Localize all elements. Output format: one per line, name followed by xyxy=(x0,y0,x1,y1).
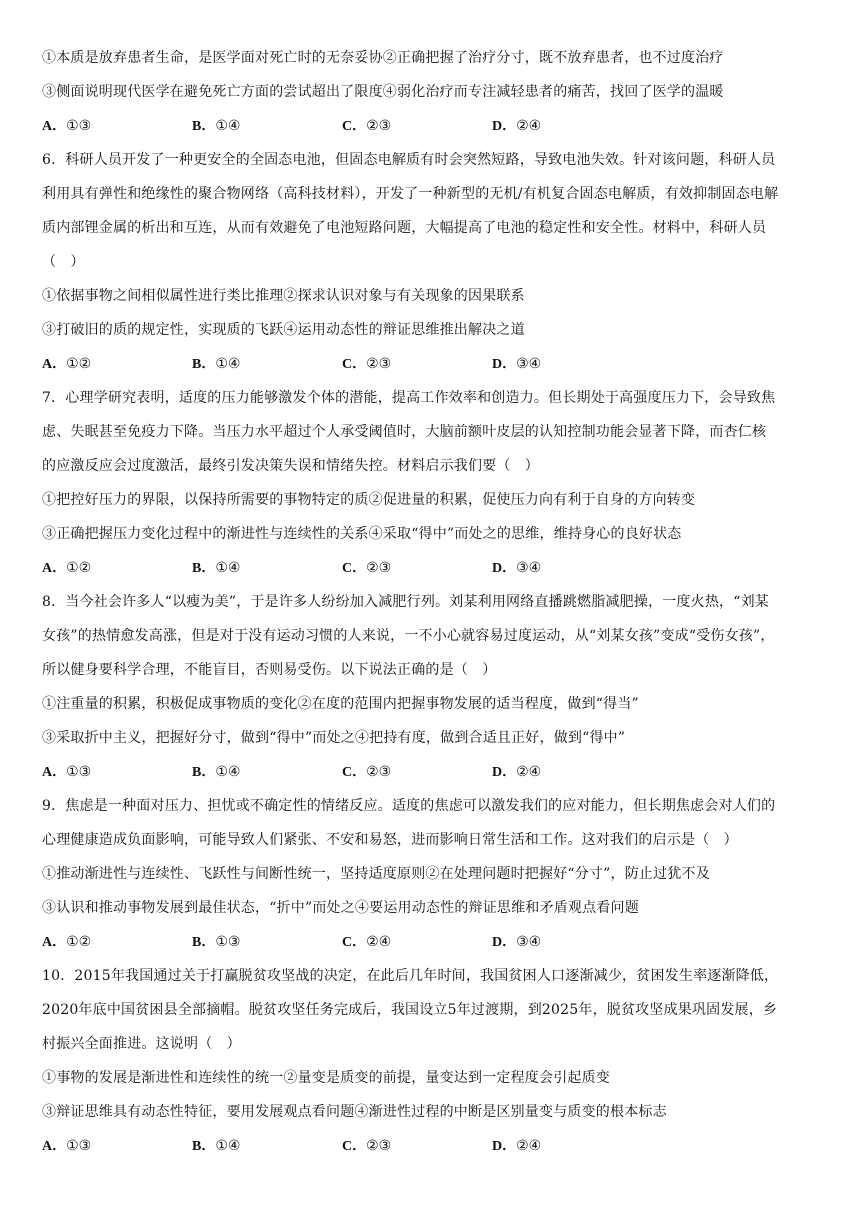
option-d[interactable]: D．②④ xyxy=(492,1138,542,1154)
option-a[interactable]: A．①③ xyxy=(42,764,92,780)
q8-stem-line-3: 所以健身要科学合理，不能盲目，否则易受伤。以下说法正确的是（ ） xyxy=(42,662,497,678)
q7-stem-line-1: 7．心理学研究表明，适度的压力能够激发个体的潜能，提高工作效率和创造力。但长期处于高强度压力下，会导致焦 xyxy=(42,390,776,406)
q8-stem-line-1: 8．当今社会许多人“以瘦为美”，于是许多人纷纷加入减肥行列。刘某利用网络直播跳燃脂减肥操，一度火热，“刘某 xyxy=(42,594,769,610)
q8-stem-line-2: 女孩”的热情愈发高涨，但是对于没有运动习惯的人来说，一不小心就容易过度运动，从“刘某女孩”变成“受伤女孩”， xyxy=(42,628,775,644)
option-d[interactable]: D．②④ xyxy=(492,118,542,134)
q9-choice-line-1: ①推动渐进性与连续性、飞跃性与间断性统一，坚持适度原则②在处理问题时把握好“分寸”，防止过犹不及 xyxy=(42,866,710,882)
q7-stem-line-2: 虑、失眠甚至免疫力下降。当压力水平超过个人承受阈值时，大脑前额叶皮层的认知控制功能会显著下降，而杏仁核 xyxy=(42,424,767,440)
option-d[interactable]: D．③④ xyxy=(492,356,542,372)
option-c[interactable]: C．②④ xyxy=(342,934,392,950)
q8-choice-line-2: ③采取折中主义，把握好分寸，做到“得中”而处之④把持有度，做到合适且正好，做到“得中” xyxy=(42,730,626,746)
option-c[interactable]: C．②③ xyxy=(342,1138,392,1154)
q10-stem-line-1: 10．2015年我国通过关于打赢脱贫攻坚战的决定，在此后几年时间，我国贫困人口逐渐减少，贫困发生率逐渐降低， xyxy=(42,968,779,984)
option-b[interactable]: B．①③ xyxy=(192,934,241,950)
option-a[interactable]: A．①② xyxy=(42,560,92,576)
option-c[interactable]: C．②③ xyxy=(342,764,392,780)
q6-stem-line-4: （ ） xyxy=(42,254,85,270)
option-a[interactable]: A．①② xyxy=(42,356,92,372)
q5-choice-line-2: ③侧面说明现代医学在避免死亡方面的尝试超出了限度④弱化治疗而专注减轻患者的痛苦，找回了医学的温暖 xyxy=(42,84,724,100)
option-b[interactable]: B．①④ xyxy=(192,560,241,576)
q5-choice-line-1: ①本质是放弃患者生命，是医学面对死亡时的无奈妥协②正确把握了治疗分寸，既不放弃患者，也不过度治疗 xyxy=(42,50,724,66)
q6-choice-line-1: ①依据事物之间相似属性进行类比推理②探求认识对象与有关现象的因果联系 xyxy=(42,288,525,304)
q9-choice-line-2: ③认识和推动事物发展到最佳状态，“折中”而处之④要运用动态性的辩证思维和矛盾观点看问题 xyxy=(42,900,639,916)
q10-stem-line-2: 2020年底中国贫困县全部摘帽。脱贫攻坚任务完成后，我国设立5年过渡期，到2025年，脱贫攻坚成果巩固发展，乡 xyxy=(42,1002,778,1018)
option-a[interactable]: A．①③ xyxy=(42,118,92,134)
q6-stem-line-3: 质内部锂金属的析出和互连，从而有效避免了电池短路问题，大幅提高了电池的稳定性和安全性。材料中，科研人员 xyxy=(42,220,767,236)
q8-choice-line-1: ①注重量的积累，积极促成事物质的变化②在度的范围内把握事物发展的适当程度，做到“得当” xyxy=(42,696,639,712)
q6-choice-line-2: ③打破旧的质的规定性，实现质的飞跃④运用动态性的辩证思维推出解决之道 xyxy=(42,322,525,338)
option-b[interactable]: B．①④ xyxy=(192,356,241,372)
option-c[interactable]: C．②③ xyxy=(342,118,392,134)
q10-choice-line-1: ①事物的发展是渐进性和连续性的统一②量变是质变的前提，量变达到一定程度会引起质变 xyxy=(42,1070,610,1086)
option-d[interactable]: D．③④ xyxy=(492,560,542,576)
option-d[interactable]: D．②④ xyxy=(492,764,542,780)
q7-choice-line-1: ①把控好压力的界限，以保持所需要的事物特定的质②促进量的积累，促使压力向有利于自身的方向转变 xyxy=(42,492,696,508)
q7-stem-line-3: 的应激反应会过度激活，最终引发决策失误和情绪失控。材料启示我们要（ ） xyxy=(42,458,539,474)
q10-choice-line-2: ③辩证思维具有动态性特征，要用发展观点看问题④渐进性过程的中断是区别量变与质变的根本标志 xyxy=(42,1104,667,1120)
option-d[interactable]: D．③④ xyxy=(492,934,542,950)
option-b[interactable]: B．①④ xyxy=(192,118,241,134)
q7-choice-line-2: ③正确把握压力变化过程中的渐进性与连续性的关系④采取“得中”而处之的思维，维持身心的良好状态 xyxy=(42,526,682,542)
q6-stem-line-1: 6．科研人员开发了一种更安全的全固态电池，但固态电解质有时会突然短路，导致电池失效。针对该问题，科研人员 xyxy=(42,152,776,168)
option-a[interactable]: A．①② xyxy=(42,934,92,950)
option-c[interactable]: C．②③ xyxy=(342,356,392,372)
option-b[interactable]: B．①④ xyxy=(192,764,241,780)
option-b[interactable]: B．①④ xyxy=(192,1138,241,1154)
option-a[interactable]: A．①③ xyxy=(42,1138,92,1154)
option-c[interactable]: C．②③ xyxy=(342,560,392,576)
q9-stem-line-2: 心理健康造成负面影响，可能导致人们紧张、不安和易怒，进而影响日常生活和工作。这对我们的启示是（ ） xyxy=(42,832,738,848)
q6-stem-line-2: 利用具有弹性和绝缘性的聚合物网络（高科技材料），开发了一种新型的无机/有机复合固态电解质，有效抑制固态电解 xyxy=(42,186,779,202)
q9-stem-line-1: 9．焦虑是一种面对压力、担忧或不确定性的情绪反应。适度的焦虑可以激发我们的应对能力，但长期焦虑会对人们的 xyxy=(42,798,776,814)
q10-stem-line-3: 村振兴全面推进。这说明（ ） xyxy=(42,1036,241,1052)
